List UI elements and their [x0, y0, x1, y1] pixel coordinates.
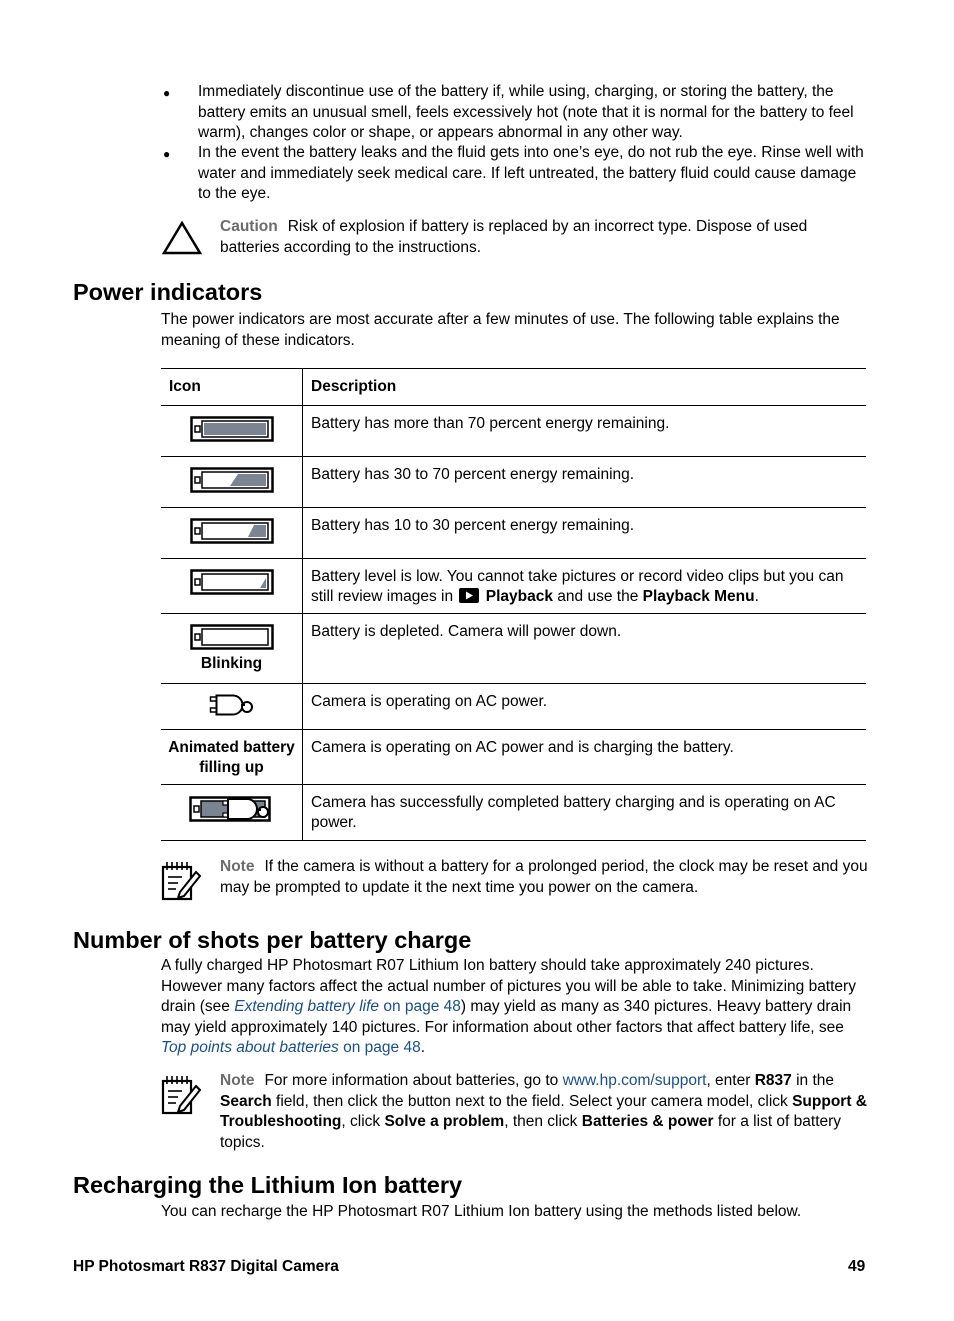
row-description: Battery has 10 to 30 percent energy remaining. [311, 516, 635, 534]
row-description: Battery has 30 to 70 percent energy remaining. [311, 465, 635, 483]
row-description: Camera is operating on AC power. [311, 692, 548, 710]
note-label: Note [220, 858, 255, 875]
note-text: Note If the camera is without a battery for a prolonged period, the clock may be reset and you may be prompted to update it the next time you power on the camera. [220, 858, 868, 896]
battery-empty-icon [190, 624, 274, 650]
shots-paragraph: A fully charged HP Photosmart R07 Lithium Ion battery should take approximately 240 pictures. However many factors affect the actual number of pictures you will be able to take. Minimizing battery drain (see Extending battery life on page 48) may yield as many as 340 pictures. Heavy battery drain may yield approximately 140 pictures. For information about other factors that affect battery life, see Top points about batteries on page 48. [161, 957, 856, 1056]
note-text: Note For more information about batteries, go to www.hp.com/support, enter R837 in the Search field, then click the button next to the field. Select your camera model, click Support & Troubleshooting, click Solve a problem, then click Batteries & power for a list of battery topics. [220, 1072, 867, 1151]
table-row [161, 729, 866, 784]
row-description: Camera has successfully completed battery charging and is operating on AC power. [311, 793, 836, 831]
caution-label: Caution [220, 218, 278, 235]
table-row [161, 456, 866, 507]
bullet-item: In the event the battery leaks and the fluid gets into one’s eye, do not rub the eye. Rinse well with water and immediately seek medical care. If left untreated, the battery fluid could cause damage to the eye. [198, 144, 864, 202]
row-description: Battery level is low. You cannot take pictures or record video clips but you can still review images in Playback and use the Playback Menu. [311, 567, 844, 605]
bullet-item: Immediately discontinue use of the battery if, while using, charging, or storing the battery, the battery emits an unusual smell, feels excessively hot (note that it is normal for the battery to feel warm), changes color or shape, or appears abnormal in any other way. [198, 83, 854, 141]
link-extending-battery-life[interactable]: Extending battery life on page 48 [234, 998, 461, 1015]
link-top-points-about-batteries[interactable]: Top points about batteries on page 48 [161, 1039, 421, 1056]
col-header-description: Description [311, 378, 397, 395]
link-hp-support[interactable]: www.hp.com/support [562, 1072, 707, 1089]
table-header-row [161, 369, 866, 406]
note-pencil-icon [160, 1074, 202, 1116]
warning-triangle-icon [162, 220, 202, 256]
icon-caption: Animated battery filling up [168, 738, 295, 776]
row-description: Camera is operating on AC power and is charging the battery. [311, 738, 734, 756]
col-header-icon: Icon [161, 369, 303, 406]
caution-text: Caution Risk of explosion if battery is replaced by an incorrect type. Dispose of used batteries according to the instructions. [220, 218, 808, 256]
table-row [161, 405, 866, 456]
table-row [161, 683, 866, 729]
battery-70-icon [190, 467, 274, 493]
table-row [161, 558, 866, 613]
power-indicators-table [161, 368, 866, 841]
section-heading-number-of-shots: Number of shots per battery charge [73, 927, 472, 953]
battery-charged-ac-icon [189, 795, 275, 825]
page-number: 49 [848, 1258, 866, 1275]
icon-caption: Blinking [200, 654, 263, 672]
battery-low-icon [190, 569, 274, 595]
bullet-marker: ● [163, 147, 171, 161]
battery-30-icon [190, 518, 274, 544]
power-indicators-intro: The power indicators are most accurate after a few minutes of use. The following table explains the meaning of these indicators. [161, 311, 840, 349]
recharge-paragraph: You can recharge the HP Photosmart R07 Lithium Ion battery using the methods listed below. [161, 1203, 802, 1220]
row-description: Battery is depleted. Camera will power down. [311, 622, 622, 640]
row-description: Battery has more than 70 percent energy remaining. [311, 414, 670, 432]
table-row [161, 507, 866, 558]
note-pencil-icon [160, 860, 202, 902]
ac-plug-icon [209, 694, 255, 716]
note-label: Note [220, 1072, 255, 1089]
footer-title: HP Photosmart R837 Digital Camera [73, 1258, 339, 1275]
playback-icon [459, 588, 479, 603]
section-heading-power-indicators: Power indicators [73, 279, 263, 305]
battery-full-icon [190, 416, 274, 442]
table-row [161, 613, 866, 683]
table-row [161, 784, 866, 840]
section-heading-recharging: Recharging the Lithium Ion battery [73, 1172, 463, 1198]
bullet-marker: ● [163, 86, 171, 100]
